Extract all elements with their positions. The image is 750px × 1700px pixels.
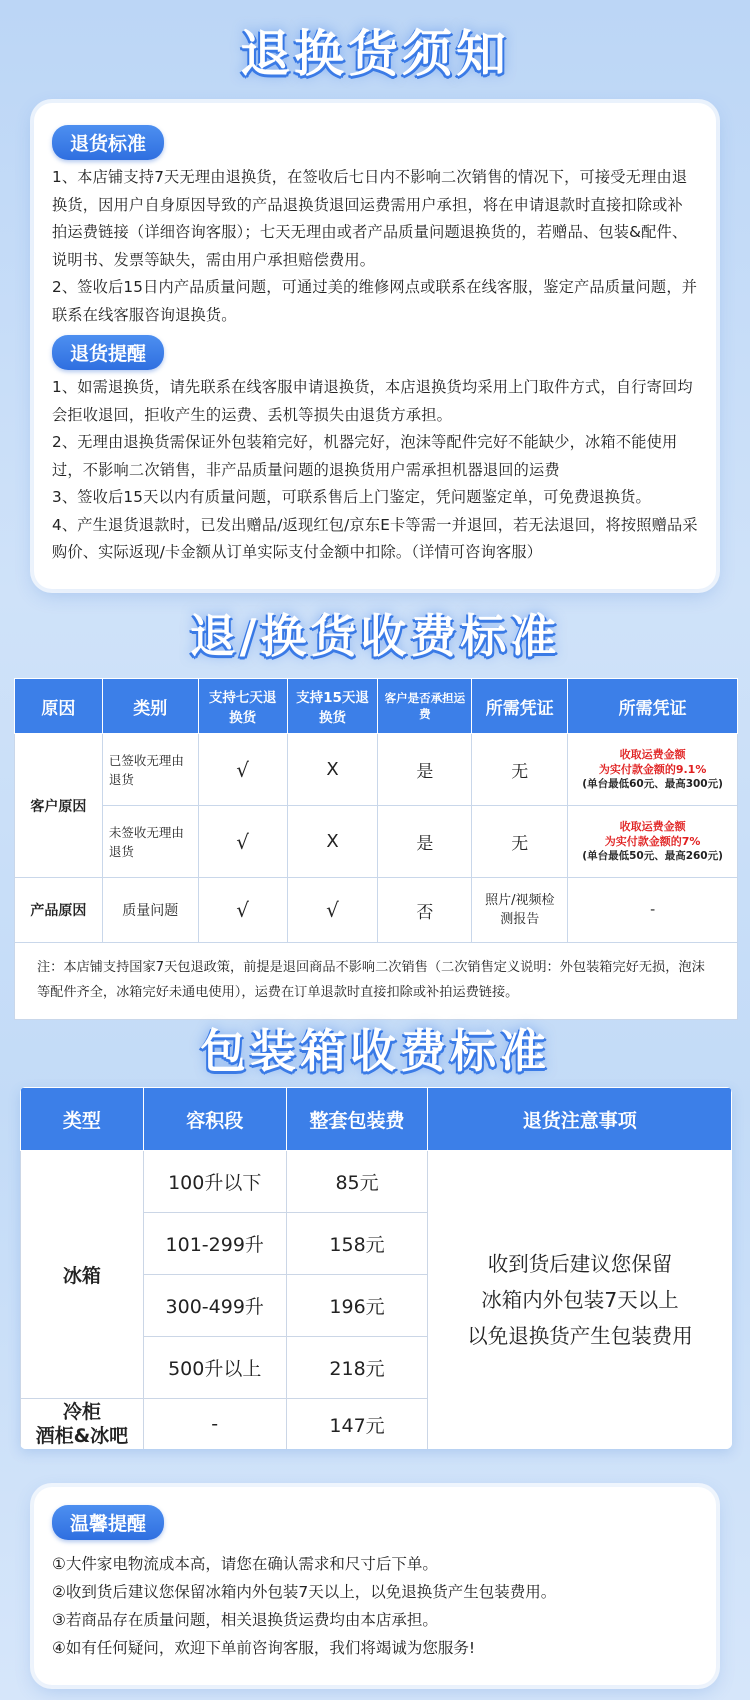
price-cell: 147元 <box>286 1399 428 1450</box>
proof-cell: 无 <box>472 734 568 806</box>
return-policy-card <box>34 103 716 589</box>
fee-line: 收取运费金额 <box>619 820 686 833</box>
seven-day-cell: √ <box>198 878 287 943</box>
box-table <box>20 1087 732 1449</box>
notice-line: 冰箱内外包装7天以上 <box>481 1288 679 1312</box>
fifteen-day-cell: X <box>287 734 378 806</box>
type-fridge: 冰箱 <box>21 1151 144 1399</box>
return-reminder-paragraph: 4、产生退货退款时，已发出赠品/返现红包/京东E卡等需一并退回，若无法退回，将按照赠品采购价、实际返现/卡金额从订单实际支付金额中扣除。（详情可咨询客服） <box>52 515 698 561</box>
fee-header-fee: 所需凭证 <box>568 679 738 734</box>
return-standard-label: 退货标准 <box>52 125 164 160</box>
fifteen-day-cell: X <box>287 806 378 878</box>
seven-day-cell: √ <box>198 806 287 878</box>
page-title: 退换货须知 <box>240 25 510 83</box>
fee-standard-title: 退/换货收费标准 <box>189 609 561 663</box>
fee-cell <box>568 806 738 878</box>
type-line: 酒柜&冰吧 <box>35 1425 129 1447</box>
warm-tips-label: 温馨提醒 <box>52 1505 164 1540</box>
seven-day-cell: √ <box>198 734 287 806</box>
list-item: ③若商品存在质量问题，相关退换货运费均由本店承担。 <box>52 1611 438 1629</box>
category-cell: 已签收无理由退货 <box>102 734 198 806</box>
fee-line: 收取运费金额 <box>619 748 686 761</box>
table-row <box>15 734 738 806</box>
proof-cell: 照片/视频检测报告 <box>472 878 568 943</box>
box-table-wrapper <box>20 1087 732 1449</box>
return-standard-paragraph: 1、本店铺支持7天无理由退换货，在签收后七日内不影响二次销售的情况下，可接受无理由退换货，因用户自身原因导致的产品退换货退回运费需用户承担，将在申请退款时直接扣除或补拍运费链接（详细咨询客服）；七天无理由或者产品质量问题退换货的，若赠品、包装&配件、说明书、发票等缺失，需由用户承担赔偿费用。 <box>52 168 688 269</box>
return-reminder-paragraph: 1、如需退换货，请先联系在线客服申请退换货，本店退换货均采用上门取件方式，自行寄回均会拒收退回，拒收产生的运费、丢机等损失由退货方承担。 <box>52 378 693 424</box>
return-reminder-paragraph: 2、无理由退换货需保证外包装箱完好，机器完好，泡沫等配件完好不能缺少，冰箱不能使用过，不影响二次销售，非产品质量问题的退换货用户需承担机器退回的运费 <box>52 433 678 479</box>
return-notice <box>428 1151 732 1450</box>
return-standard-text <box>52 164 698 329</box>
range-cell: 300-499升 <box>143 1275 286 1337</box>
fee-header-reason: 原因 <box>15 679 103 734</box>
list-item: ①大件家电物流成本高，请您在确认需求和尺寸后下单。 <box>52 1555 438 1573</box>
fee-note: 注：本店铺支持国家7天包退政策，前提是退回商品不影响二次销售（二次销售定义说明：外包装箱完好无损，泡沫等配件齐全，冰箱完好未通电使用），运费在订单退款时直接扣除或补拍运费链接。 <box>14 943 738 1020</box>
bear-freight-cell: 否 <box>378 878 472 943</box>
price-cell: 218元 <box>286 1337 428 1399</box>
box-header-notice: 退货注意事项 <box>428 1088 732 1151</box>
range-cell: - <box>143 1399 286 1450</box>
table-row <box>15 806 738 878</box>
notice-line: 收到货后建议您保留 <box>487 1252 673 1276</box>
warm-tips-card <box>34 1487 716 1685</box>
table-row <box>15 878 738 943</box>
proof-cell: 无 <box>472 806 568 878</box>
return-reminder-paragraph: 3、签收后15天以内有质量问题，可联系售后上门鉴定，凭问题鉴定单，可免费退换货。 <box>52 488 651 506</box>
fee-table-wrapper <box>14 678 738 1020</box>
bear-freight-cell: 是 <box>378 734 472 806</box>
fee-line: (单台最低50元、最高260元) <box>582 850 723 862</box>
price-cell: 85元 <box>286 1151 428 1213</box>
fee-cell <box>568 734 738 806</box>
price-cell: 196元 <box>286 1275 428 1337</box>
list-item: ②收到货后建议您保留冰箱内外包装7天以上，以免退换货产生包装费用。 <box>52 1583 557 1601</box>
range-cell: 101-299升 <box>143 1213 286 1275</box>
box-header-type: 类型 <box>21 1088 144 1151</box>
fee-cell: - <box>568 878 738 943</box>
fee-table <box>14 678 738 943</box>
warm-tips-list <box>52 1550 698 1662</box>
fee-header-15day: 支持15天退换货 <box>287 679 378 734</box>
return-reminder-text <box>52 374 698 567</box>
fee-header-category: 类别 <box>102 679 198 734</box>
return-reminder-label: 退货提醒 <box>52 335 164 370</box>
fee-header-7day: 支持七天退换货 <box>198 679 287 734</box>
reason-customer: 客户原因 <box>15 734 103 878</box>
list-item: ④如有任何疑问，欢迎下单前咨询客服，我们将竭诚为您服务! <box>52 1639 476 1657</box>
range-cell: 500升以上 <box>143 1337 286 1399</box>
category-cell: 质量问题 <box>102 878 198 943</box>
reason-product: 产品原因 <box>15 878 103 943</box>
price-cell: 158元 <box>286 1213 428 1275</box>
range-cell: 100升以下 <box>143 1151 286 1213</box>
bear-freight-cell: 是 <box>378 806 472 878</box>
table-row <box>21 1151 732 1213</box>
box-header-price: 整套包装费 <box>286 1088 428 1151</box>
fee-header-proof: 所需凭证 <box>472 679 568 734</box>
packaging-fee-title: 包装箱收费标准 <box>200 1024 550 1078</box>
fee-line: (单台最低60元、最高300元) <box>582 778 723 790</box>
fifteen-day-cell: √ <box>287 878 378 943</box>
fee-line: 为实付款金额的9.1% <box>598 763 707 776</box>
box-header-range: 容积段 <box>143 1088 286 1151</box>
return-standard-paragraph: 2、签收后15日内产品质量问题，可通过美的维修网点或联系在线客服，鉴定产品质量问题，并联系在线客服咨询退换货。 <box>52 278 698 324</box>
type-line: 冷柜 <box>62 1401 101 1423</box>
notice-line: 以免退换货产生包装费用 <box>467 1324 693 1348</box>
type-other <box>21 1399 144 1450</box>
fee-header-bear-freight: 客户是否承担运费 <box>378 679 472 734</box>
category-cell: 未签收无理由退货 <box>102 806 198 878</box>
fee-line: 为实付款金额的7% <box>604 835 701 848</box>
